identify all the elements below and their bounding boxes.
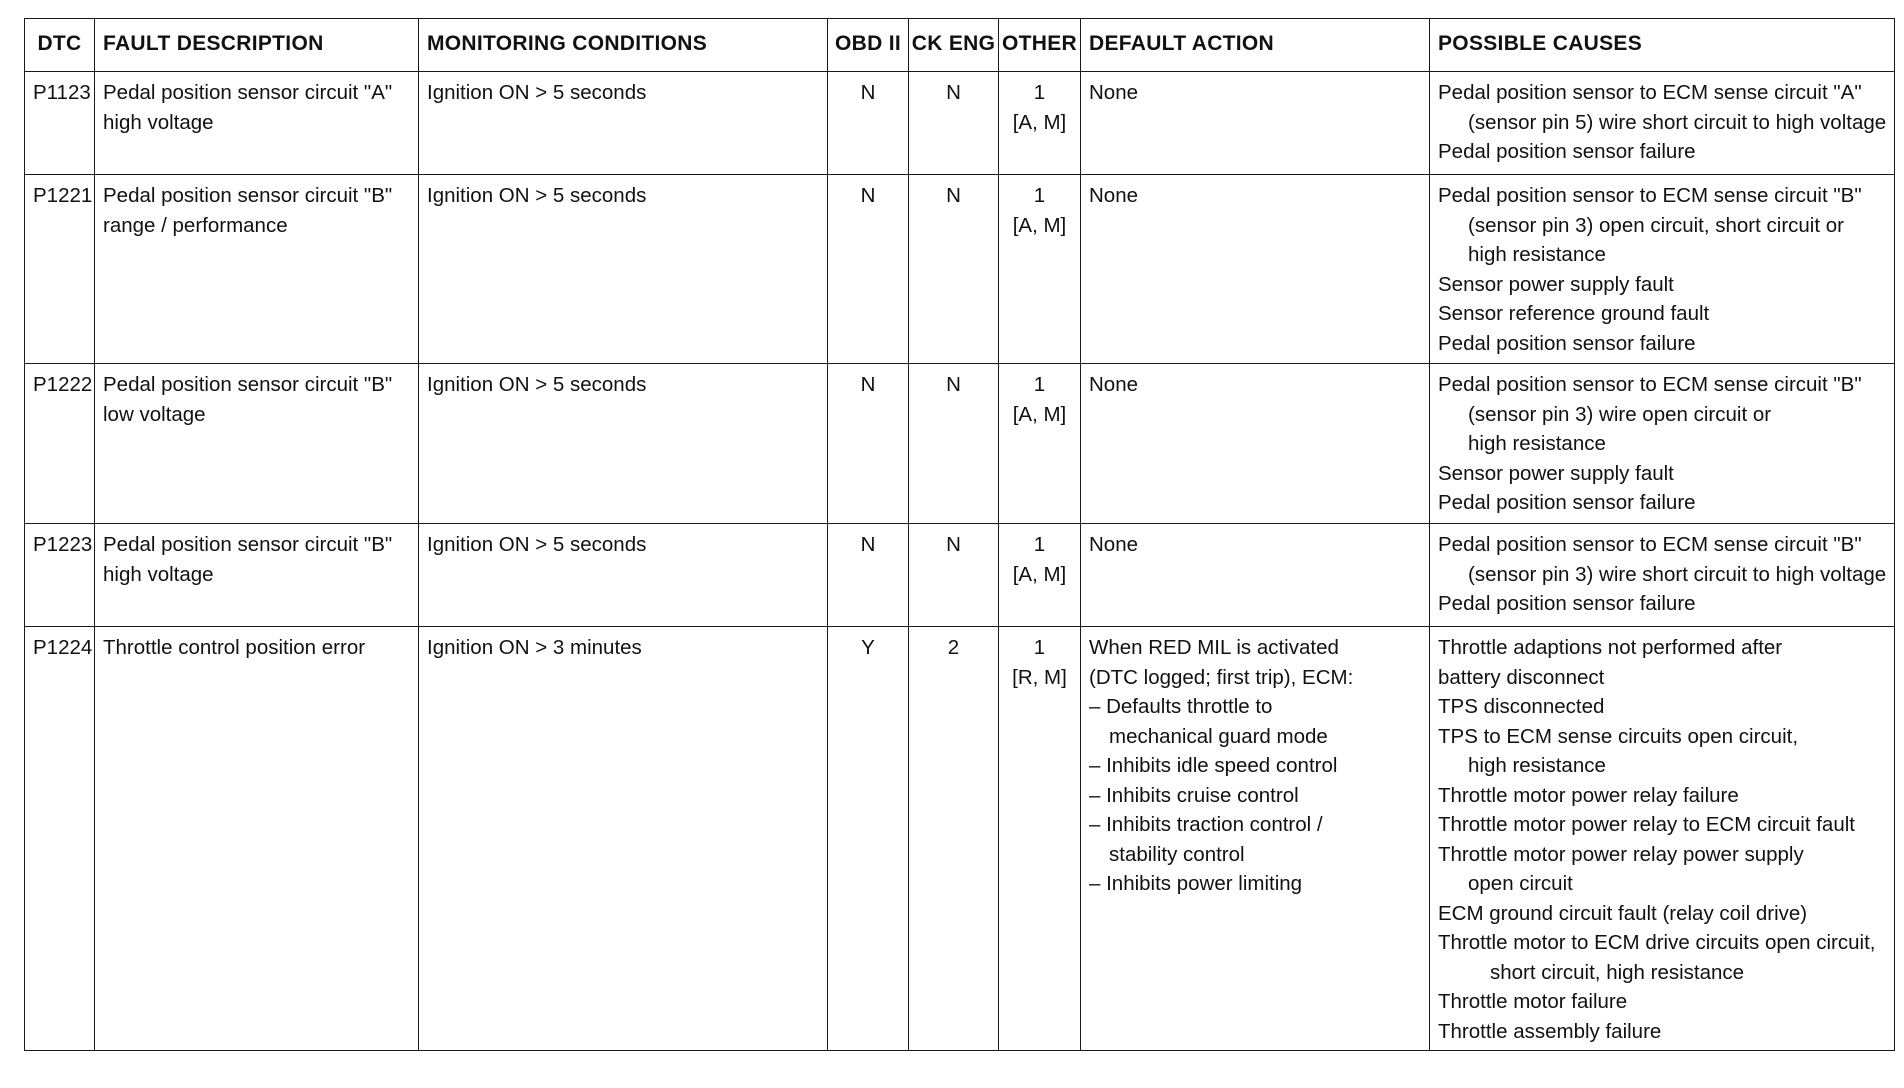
cause-line: Pedal position sensor to ECM sense circuit "B" xyxy=(1438,533,1862,556)
dtc-table-sheet xyxy=(24,18,1894,1051)
cause-line: Pedal position sensor failure xyxy=(1438,491,1696,514)
cause-line: high resistance xyxy=(1468,754,1606,777)
default-action-item: – Inhibits power limiting xyxy=(1089,872,1303,895)
fault-line: high voltage xyxy=(103,110,214,134)
other-value xyxy=(999,175,1081,364)
other-value xyxy=(999,364,1081,524)
possible-causes xyxy=(1430,364,1895,524)
dtc-code: P1223 xyxy=(25,524,95,627)
monitoring-conditions: Ignition ON > 5 seconds xyxy=(419,72,828,175)
fault-description xyxy=(95,72,419,175)
cause-line: Pedal position sensor failure xyxy=(1438,331,1696,355)
other-value xyxy=(999,627,1081,1051)
obd-ii-value: N xyxy=(828,364,909,524)
ck-eng-value: N xyxy=(909,364,999,524)
other-line: 1 xyxy=(1033,533,1046,556)
other-line: [A, M] xyxy=(1012,562,1067,586)
cause-line: Pedal position sensor failure xyxy=(1438,592,1696,615)
default-action-item: – Defaults throttle to xyxy=(1089,695,1273,718)
header-other: OTHER xyxy=(999,19,1081,72)
dtc-code: P1222 xyxy=(25,364,95,524)
cause-line: Throttle assembly failure xyxy=(1438,1019,1662,1043)
cause-line: (sensor pin 3) wire open circuit or xyxy=(1468,402,1772,426)
monitoring-conditions: Ignition ON > 5 seconds xyxy=(419,524,828,627)
cause-line: (sensor pin 3) open circuit, short circuit or xyxy=(1468,213,1844,237)
ck-eng-value: N xyxy=(909,175,999,364)
cause-line: Sensor reference ground fault xyxy=(1438,302,1710,325)
possible-causes xyxy=(1430,627,1895,1051)
fault-line: Pedal position sensor circuit "B" xyxy=(103,373,393,396)
default-action-item: – Inhibits traction control / xyxy=(1089,813,1323,836)
header-default-action: DEFAULT ACTION xyxy=(1081,19,1430,72)
default-action-item: – Inhibits cruise control xyxy=(1089,783,1299,807)
other-line: [A, M] xyxy=(1012,402,1067,426)
cause-line: Pedal position sensor to ECM sense circuit "B" xyxy=(1438,184,1862,207)
default-action xyxy=(1081,627,1430,1051)
ck-eng-value: 2 xyxy=(909,627,999,1051)
default-action: None xyxy=(1081,364,1430,524)
possible-causes xyxy=(1430,175,1895,364)
other-value xyxy=(999,72,1081,175)
cause-line: Pedal position sensor to ECM sense circuit "A" xyxy=(1438,81,1862,104)
header-obd-ii: OBD II xyxy=(828,19,909,72)
default-action: None xyxy=(1081,72,1430,175)
cause-line: short circuit, high resistance xyxy=(1490,960,1745,984)
other-line: 1 xyxy=(1033,184,1046,207)
cause-line: battery disconnect xyxy=(1438,665,1605,689)
header-row xyxy=(25,19,1895,72)
default-action: None xyxy=(1081,524,1430,627)
possible-causes xyxy=(1430,524,1895,627)
obd-ii-value: N xyxy=(828,175,909,364)
other-line: [A, M] xyxy=(1012,213,1067,237)
other-line: 1 xyxy=(1033,636,1046,659)
fault-line: Throttle control position error xyxy=(103,636,366,659)
cause-line: TPS to ECM sense circuits open circuit, xyxy=(1438,724,1799,748)
cause-line: (sensor pin 5) wire short circuit to high voltage xyxy=(1468,110,1887,134)
dtc-table xyxy=(24,18,1895,1051)
possible-causes xyxy=(1430,72,1895,175)
default-action-item: stability control xyxy=(1109,842,1245,866)
fault-description xyxy=(95,524,419,627)
header-fault-description: FAULT DESCRIPTION xyxy=(95,19,419,72)
fault-description xyxy=(95,364,419,524)
cause-line: (sensor pin 3) wire short circuit to high voltage xyxy=(1468,562,1887,586)
header-dtc: DTC xyxy=(25,19,95,72)
table-row xyxy=(25,175,1895,364)
ck-eng-value: N xyxy=(909,524,999,627)
other-line: 1 xyxy=(1033,373,1046,396)
fault-description xyxy=(95,175,419,364)
default-intro-line: When RED MIL is activated xyxy=(1089,636,1339,659)
cause-line: Throttle motor to ECM drive circuits open circuit, xyxy=(1438,931,1876,954)
cause-line: Sensor power supply fault xyxy=(1438,272,1674,296)
cause-line: high resistance xyxy=(1468,243,1606,266)
fault-line: high voltage xyxy=(103,562,214,586)
default-action: None xyxy=(1081,175,1430,364)
cause-line: open circuit xyxy=(1468,872,1573,895)
cause-line: Throttle motor failure xyxy=(1438,990,1628,1013)
header-possible-causes: POSSIBLE CAUSES xyxy=(1430,19,1895,72)
dtc-code: P1224 xyxy=(25,627,95,1051)
cause-line: Throttle motor power relay power supply xyxy=(1438,842,1804,866)
fault-line: low voltage xyxy=(103,402,206,426)
obd-ii-value: N xyxy=(828,524,909,627)
cause-line: high resistance xyxy=(1468,432,1606,455)
cause-line: Throttle adaptions not performed after xyxy=(1438,636,1783,659)
dtc-code: P1123 xyxy=(25,72,95,175)
obd-ii-value: N xyxy=(828,72,909,175)
table-row xyxy=(25,364,1895,524)
cause-line: Pedal position sensor failure xyxy=(1438,140,1696,163)
fault-line: Pedal position sensor circuit "B" xyxy=(103,184,393,207)
fault-description xyxy=(95,627,419,1051)
cause-line: TPS disconnected xyxy=(1438,695,1605,718)
cause-line: Pedal position sensor to ECM sense circuit "B" xyxy=(1438,373,1862,396)
cause-line: Sensor power supply fault xyxy=(1438,461,1674,485)
header-ck-eng: CK ENG xyxy=(909,19,999,72)
default-action-item: mechanical guard mode xyxy=(1109,724,1328,748)
default-action-item: – Inhibits idle speed control xyxy=(1089,754,1338,777)
table-row xyxy=(25,524,1895,627)
header-monitoring-conditions: MONITORING CONDITIONS xyxy=(419,19,828,72)
cause-line: Throttle motor power relay failure xyxy=(1438,783,1739,807)
ck-eng-value: N xyxy=(909,72,999,175)
cause-line: ECM ground circuit fault (relay coil drive) xyxy=(1438,901,1808,925)
cause-line: Throttle motor power relay to ECM circuit fault xyxy=(1438,813,1855,836)
obd-ii-value: Y xyxy=(828,627,909,1051)
table-row xyxy=(25,72,1895,175)
fault-line: range / performance xyxy=(103,213,288,237)
monitoring-conditions: Ignition ON > 5 seconds xyxy=(419,364,828,524)
other-line: 1 xyxy=(1033,81,1046,104)
monitoring-conditions: Ignition ON > 5 seconds xyxy=(419,175,828,364)
table-row xyxy=(25,627,1895,1051)
fault-line: Pedal position sensor circuit "A" xyxy=(103,81,393,104)
fault-line: Pedal position sensor circuit "B" xyxy=(103,533,393,556)
monitoring-conditions: Ignition ON > 3 minutes xyxy=(419,627,828,1051)
other-line: [A, M] xyxy=(1012,110,1067,134)
dtc-code: P1221 xyxy=(25,175,95,364)
other-line: [R, M] xyxy=(1012,665,1067,689)
default-intro-line: (DTC logged; first trip), ECM: xyxy=(1089,665,1354,689)
other-value xyxy=(999,524,1081,627)
